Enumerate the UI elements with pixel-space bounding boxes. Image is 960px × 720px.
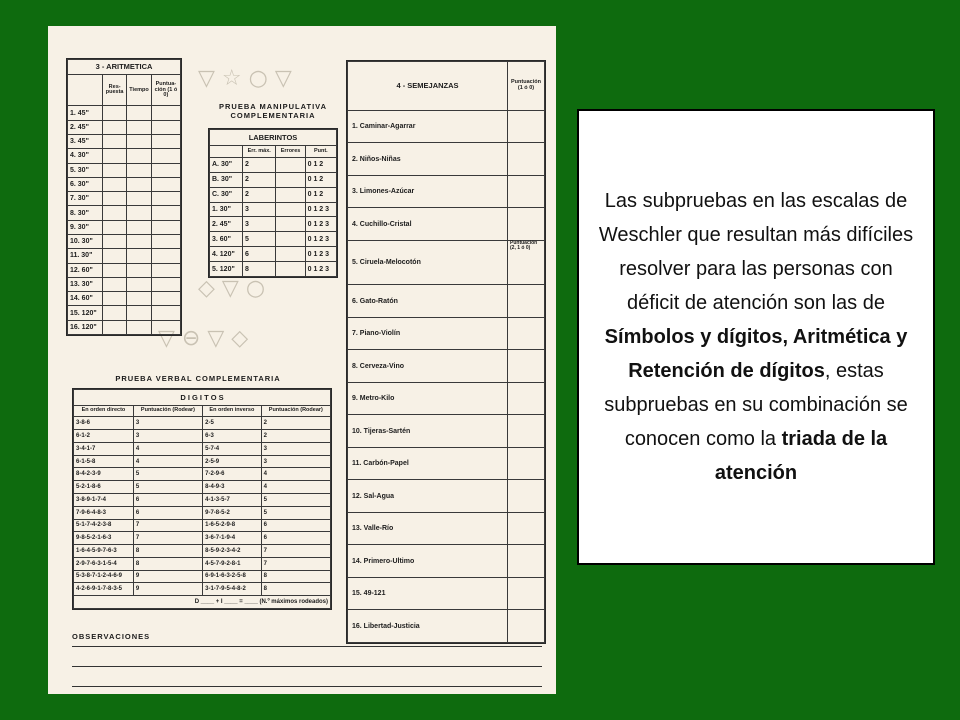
similarities-item: 15. 49-121 — [348, 577, 508, 610]
blank-cell — [127, 292, 151, 306]
digits-cell: 2-9-7-6-3-1-5-4 — [74, 557, 134, 570]
digits-cell: 9-7-8-5-2 — [203, 506, 262, 519]
digits-row — [74, 532, 331, 545]
mazes-row — [210, 187, 337, 202]
blank-cell — [151, 192, 180, 206]
digits-cell: 6 — [261, 519, 330, 532]
arithmetic-item: 1. 45" — [68, 106, 103, 120]
arithmetic-item: 8. 30" — [68, 206, 103, 220]
mazes-cell — [276, 232, 305, 247]
digits-cell: 6-1-5-8 — [74, 455, 134, 468]
digits-row — [74, 455, 331, 468]
digits-row — [74, 442, 331, 455]
similarities-item: 11. Carbón-Papel — [348, 447, 508, 480]
digits-row — [74, 417, 331, 430]
score-cell — [508, 577, 545, 610]
divider — [72, 666, 542, 667]
similarities-item: 9. Metro-Kilo — [348, 382, 508, 415]
digits-cell: 2-5-9 — [203, 455, 262, 468]
blank-cell — [151, 106, 180, 120]
digits-cell: 4-1-3-5-7 — [203, 493, 262, 506]
similarities-row — [348, 285, 545, 318]
similarities-row — [348, 480, 545, 513]
blank-cell — [151, 249, 180, 263]
mazes-cell: 3 — [242, 217, 276, 232]
digits-cell: 8-4-2-3-9 — [74, 468, 134, 481]
digits-cell: 5-2-1-8-6 — [74, 481, 134, 494]
similarities-row — [348, 447, 545, 480]
digits-cell: 2-5 — [203, 417, 262, 430]
digits-cell: 7 — [261, 557, 330, 570]
blank-cell — [103, 134, 127, 148]
arithmetic-row — [68, 306, 181, 320]
similarities-row — [348, 512, 545, 545]
blank-cell — [151, 206, 180, 220]
divider — [72, 686, 542, 687]
similarities-score-header: Puntuación (1 ó 0) — [508, 62, 545, 111]
digits-cell: 7 — [133, 532, 202, 545]
arithmetic-item: 16. 120" — [68, 320, 103, 334]
callout-bold-1: Símbolos y dígitos, Aritmética y Retención de dígitos — [604, 326, 908, 382]
digits-cell: 6-3 — [203, 430, 262, 443]
blank-cell — [103, 277, 127, 291]
arithmetic-row — [68, 320, 181, 334]
score-cell — [508, 208, 545, 241]
blank-cell — [127, 206, 151, 220]
mazes-cell: 2 — [242, 172, 276, 187]
callout-text-1: Las subpruebas en las escalas de Weschler que resultan más difíciles resolver para las personas con déficit de atención son las de — [598, 190, 914, 314]
blank-cell — [103, 206, 127, 220]
mazes-cell: B. 30" — [210, 172, 243, 187]
digits-header: Puntuación (Rodear) — [133, 405, 202, 417]
mazes-table — [208, 128, 338, 278]
arithmetic-item: 15. 120" — [68, 306, 103, 320]
digits-cell: 1-6-5-2-9-8 — [203, 519, 262, 532]
mazes-cell: 2. 45" — [210, 217, 243, 232]
arithmetic-item: 14. 60" — [68, 292, 103, 306]
digits-row — [74, 557, 331, 570]
similarities-row — [348, 175, 545, 208]
digits-row — [74, 468, 331, 481]
similarities-row — [348, 110, 545, 143]
digits-header: Puntuación (Rodear) — [261, 405, 330, 417]
similarities-row — [348, 577, 545, 610]
score-cell — [508, 480, 545, 513]
verbal-title: PRUEBA VERBAL COMPLEMENTARIA — [115, 374, 281, 383]
digits-row — [74, 570, 331, 583]
mazes-row — [210, 202, 337, 217]
blank-cell — [127, 120, 151, 134]
score-cell — [508, 447, 545, 480]
observations-label: OBSERVACIONES — [72, 632, 151, 641]
arithmetic-item: 2. 45" — [68, 120, 103, 134]
blank-cell — [127, 320, 151, 334]
mazes-cell: A. 30" — [210, 157, 243, 172]
blank-cell — [151, 277, 180, 291]
score-cell — [508, 382, 545, 415]
blank-cell — [127, 249, 151, 263]
blank-cell — [127, 163, 151, 177]
arithmetic-row — [68, 249, 181, 263]
digits-row — [74, 583, 331, 596]
digits-row — [74, 493, 331, 506]
similarities-item: 8. Cerveza-Vino — [348, 350, 508, 383]
digits-cell: 4-5-7-9-2-8-1 — [203, 557, 262, 570]
blank-cell — [103, 306, 127, 320]
mazes-cell — [276, 157, 305, 172]
score-cell — [508, 545, 545, 578]
digits-cell: 3 — [133, 417, 202, 430]
mazes-header: Errores — [276, 145, 305, 157]
similarities-row — [348, 415, 545, 448]
mazes-cell: 4. 120" — [210, 247, 243, 262]
mazes-cell: 1. 30" — [210, 202, 243, 217]
similarities-row — [348, 382, 545, 415]
arithmetic-row — [68, 292, 181, 306]
blank-cell — [151, 163, 180, 177]
arithmetic-item: 12. 60" — [68, 263, 103, 277]
digits-title: D I G I T O S — [74, 390, 331, 406]
digits-row — [74, 430, 331, 443]
digits-cell: 6-9-1-6-3-2-5-8 — [203, 570, 262, 583]
digits-cell: 5-3-8-7-1-2-4-6-9 — [74, 570, 134, 583]
score-cell — [508, 110, 545, 143]
blank-cell — [151, 292, 180, 306]
mazes-cell: 0 1 2 3 — [305, 217, 336, 232]
blank-cell — [151, 320, 180, 334]
mazes-cell: 0 1 2 — [305, 157, 336, 172]
mazes-cell: 5. 120" — [210, 262, 243, 277]
blank-cell — [151, 306, 180, 320]
similarities-item: 1. Caminar-Agarrar — [348, 110, 508, 143]
digits-cell: 5-7-4 — [203, 442, 262, 455]
arithmetic-row — [68, 149, 181, 163]
similarities-row — [348, 143, 545, 176]
similarities-row — [348, 610, 545, 643]
blank-cell — [127, 277, 151, 291]
mazes-header — [210, 145, 243, 157]
arithmetic-row — [68, 234, 181, 248]
mazes-cell: 0 1 2 — [305, 172, 336, 187]
score-cell — [508, 350, 545, 383]
arithmetic-item: 5. 30" — [68, 163, 103, 177]
blank-cell — [127, 306, 151, 320]
blank-cell — [127, 106, 151, 120]
blank-cell — [103, 149, 127, 163]
mazes-header: Punt. — [305, 145, 336, 157]
arithmetic-header: Puntua-ción (1 ó 0) — [151, 75, 180, 106]
blank-cell — [151, 234, 180, 248]
blank-cell — [151, 134, 180, 148]
blank-cell — [151, 263, 180, 277]
mazes-cell: C. 30" — [210, 187, 243, 202]
arithmetic-item: 7. 30" — [68, 192, 103, 206]
digits-cell: 4 — [261, 468, 330, 481]
mazes-cell — [276, 217, 305, 232]
blank-cell — [103, 320, 127, 334]
digits-cell: 2 — [261, 417, 330, 430]
digits-cell: 8 — [261, 570, 330, 583]
similarities-item: 7. Piano-Violín — [348, 317, 508, 350]
similarities-row — [348, 240, 545, 285]
callout-text-2: , estas subpruebas en su combinación se conocen como la — [604, 360, 908, 450]
arithmetic-table — [66, 58, 182, 336]
digits-cell: 7-9-6-4-8-3 — [74, 506, 134, 519]
arithmetic-header: Tiempo — [127, 75, 151, 106]
digits-cell: 8-4-9-3 — [203, 481, 262, 494]
mazes-cell: 0 1 2 3 — [305, 232, 336, 247]
arithmetic-row — [68, 177, 181, 191]
blank-cell — [103, 163, 127, 177]
blank-cell — [151, 220, 180, 234]
score-cell — [508, 512, 545, 545]
mazes-row — [210, 247, 337, 262]
score-cell — [508, 285, 545, 318]
divider — [72, 646, 542, 647]
blank-cell — [103, 220, 127, 234]
similarities-item: 13. Valle-Río — [348, 512, 508, 545]
digits-cell: 9 — [133, 570, 202, 583]
similarities-row — [348, 350, 545, 383]
blank-cell — [103, 249, 127, 263]
score-cell — [508, 317, 545, 350]
similarities-item: 4. Cuchillo-Cristal — [348, 208, 508, 241]
blank-cell — [151, 177, 180, 191]
score-cell — [508, 175, 545, 208]
digits-cell: 5-1-7-4-2-3-8 — [74, 519, 134, 532]
digits-cell: 9 — [133, 583, 202, 596]
arithmetic-header: Res-puesta — [103, 75, 127, 106]
arithmetic-row — [68, 206, 181, 220]
arithmetic-header — [68, 75, 103, 106]
digits-cell: 4 — [133, 455, 202, 468]
similarities-item: 14. Primero-Ultimo — [348, 545, 508, 578]
digits-cell: 6-1-2 — [74, 430, 134, 443]
mazes-cell — [276, 202, 305, 217]
digits-cell: 3 — [261, 455, 330, 468]
digits-cell: 6 — [261, 532, 330, 545]
mazes-row — [210, 157, 337, 172]
digits-table — [72, 388, 332, 610]
mazes-cell: 3 — [242, 202, 276, 217]
arithmetic-item: 4. 30" — [68, 149, 103, 163]
similarities-title: 4 - SEMEJANZAS — [348, 62, 508, 111]
arithmetic-row — [68, 192, 181, 206]
blank-cell — [103, 234, 127, 248]
mazes-header: Err. máx. — [242, 145, 276, 157]
arithmetic-row — [68, 106, 181, 120]
digits-cell: 9-8-5-2-1-6-3 — [74, 532, 134, 545]
blank-cell — [127, 192, 151, 206]
score-cell — [508, 610, 545, 643]
mazes-cell: 3. 60" — [210, 232, 243, 247]
arithmetic-item: 13. 30" — [68, 277, 103, 291]
digits-cell: 6 — [133, 506, 202, 519]
digits-cell: 4-2-6-9-1-7-8-3-5 — [74, 583, 134, 596]
digits-cell: 3-6-7-1-9-4 — [203, 532, 262, 545]
mazes-cell: 2 — [242, 157, 276, 172]
arithmetic-row — [68, 163, 181, 177]
similarities-row — [348, 317, 545, 350]
similarities-item: 10. Tijeras-Sartén — [348, 415, 508, 448]
blank-cell — [103, 263, 127, 277]
digits-cell: 2 — [261, 430, 330, 443]
digits-cell: 8 — [261, 583, 330, 596]
blank-cell — [127, 234, 151, 248]
digits-cell: 1-6-4-5-9-7-6-3 — [74, 545, 134, 558]
digits-cell: 3-8-9-1-7-4 — [74, 493, 134, 506]
similarities-score-header-2: Puntuación (2, 1 ó 0) — [508, 240, 545, 285]
mazes-cell — [276, 247, 305, 262]
arithmetic-row — [68, 263, 181, 277]
mazes-cell: 2 — [242, 187, 276, 202]
arithmetic-item: 11. 30" — [68, 249, 103, 263]
mazes-cell: 8 — [242, 262, 276, 277]
mazes-row — [210, 172, 337, 187]
similarities-item: 3. Limones-Azúcar — [348, 175, 508, 208]
digits-cell: 5 — [261, 493, 330, 506]
blank-cell — [127, 263, 151, 277]
digits-row — [74, 545, 331, 558]
digits-cell: 3-8-6 — [74, 417, 134, 430]
mazes-cell: 6 — [242, 247, 276, 262]
similarities-row — [348, 208, 545, 241]
arithmetic-item: 9. 30" — [68, 220, 103, 234]
digits-cell: 3 — [133, 430, 202, 443]
digits-cell: 3 — [261, 442, 330, 455]
blank-cell — [103, 192, 127, 206]
blank-cell — [103, 177, 127, 191]
digits-cell: 7 — [261, 545, 330, 558]
score-cell — [508, 143, 545, 176]
arithmetic-title: 3 - ARITMETICA — [68, 60, 181, 75]
arithmetic-item: 3. 45" — [68, 134, 103, 148]
mazes-cell: 5 — [242, 232, 276, 247]
test-form-scan: ▽ ☆ ○ ▽ ◇ ▽ ○ ▽ ⊖ ▽ ◇ 3 - ARITMETICA Res-puesta Tiempo Puntua-ción (1 ó 0) 1. 45" 2. 45" 3. 45" 4. 30" 5. 30" 6. 30" 7. 30" 8. 30" 9. 30" 10. 30" 11. 30" 12. 60" 13. 30" 14. 60" 15. 120" 16. 120" PRUEBA MANIPULATIVA COMPLEMENTARIA LABERINTOS Err. máx. Errores Punt. A. 30" 2 0 1 2 B. 30" 2 0 1 2 C. 30" 2 0 1 2 1. 30" 3 0 1 2 3 2. 45" 3 0 1 2 3 3. 60" 5 0 1 2 3 4. 120" 6 0 1 2 3 5. 120" 8 0 1 2 3 4 - SEMEJANZAS Puntuación (1 ó 0) 1. Caminar-Agarrar 2. Niños-Niñas 3. Limones-Azúcar 4. Cuchillo-Cristal 5. Ciruela-Melocotón Puntuación (2, 1 ó 0) 6. Gato-Ratón 7. Piano-Violín 8. Cerveza-Vino 9. Metro-Kilo 10. Tijeras-Sartén 11. Carbón-Papel 12. Sal-Agua 13. Valle-Río 14. Primero-Ultimo 15. 49-121 16. Libertad-Justicia PRUEBA VERBAL COMPLEMENTARIA D I G I T O S En orden directo Puntuación (Rodear) En orden inverso Puntuación (Rodear) 3-8-6 3 2-5 2 6-1-2 3 6-3 2 3-4-1-7 4 5-7-4 3 6-1-5-8 4 2-5-9 3 8-4-2-3-9 5 7-2-9-6 4 5-2-1-8-6 5 8-4-9-3 4 3-8-9-1-7-4 6 4-1-3-5-7 5 7-9-6-4-8-3 6 9-7-8-5-2 5 5-1-7-4-2-3-8 7 1-6-5-2-9-8 6 9-8-5-2-1-6-3 7 3-6-7-1-9-4 6 1-6-4-5-9-7-6-3 8 8-5-9-2-3-4-2 7 2-9-7-6-3-1-5-4 8 4-5-7-9-2-8-1 7 5-3-8-7-1-2-4-6-9 9 6-9-1-6-3-2-5-8 8 4-2-6-9-1-7-8-3-5 9 3-1-7-9-5-4-8-2 8 D ____ + I ____ = ____ (N.º máximos rodeados) OBSERVACIONES — [48, 26, 556, 694]
arithmetic-item: 6. 30" — [68, 177, 103, 191]
blank-cell — [103, 120, 127, 134]
blank-cell — [127, 149, 151, 163]
callout-box — [577, 109, 935, 565]
arithmetic-row — [68, 277, 181, 291]
digits-cell: 5 — [261, 506, 330, 519]
digits-cell: 7 — [133, 519, 202, 532]
digits-cell: 4 — [261, 481, 330, 494]
digits-header: En orden inverso — [203, 405, 262, 417]
blank-cell — [127, 177, 151, 191]
blank-cell — [103, 106, 127, 120]
similarities-item: 2. Niños-Niñas — [348, 143, 508, 176]
score-cell — [508, 415, 545, 448]
mazes-row — [210, 262, 337, 277]
blank-cell — [127, 134, 151, 148]
arithmetic-item: 10. 30" — [68, 234, 103, 248]
mazes-title: LABERINTOS — [210, 130, 337, 146]
similarities-row — [348, 545, 545, 578]
digits-cell: 7-2-9-6 — [203, 468, 262, 481]
mazes-cell: 0 1 2 3 — [305, 262, 336, 277]
mazes-cell: 0 1 2 3 — [305, 202, 336, 217]
similarities-item: 5. Ciruela-Melocotón — [348, 240, 508, 285]
similarities-table — [346, 60, 546, 644]
digits-cell: 5 — [133, 468, 202, 481]
digits-cell: 5 — [133, 481, 202, 494]
digits-row — [74, 481, 331, 494]
mazes-cell: 0 1 2 3 — [305, 247, 336, 262]
digits-cell: 8 — [133, 557, 202, 570]
blank-cell — [127, 220, 151, 234]
mazes-cell: 0 1 2 — [305, 187, 336, 202]
mazes-row — [210, 217, 337, 232]
arithmetic-row — [68, 134, 181, 148]
digits-cell: 3-1-7-9-5-4-8-2 — [203, 583, 262, 596]
digits-footer: D ____ + I ____ = ____ (N.º máximos rodeados) — [74, 596, 331, 609]
callout-bold-2: triada de la atención — [714, 428, 888, 484]
callout-text — [579, 184, 933, 490]
mazes-cell — [276, 187, 305, 202]
mazes-cell — [276, 262, 305, 277]
digits-cell: 4 — [133, 442, 202, 455]
similarities-item: 16. Libertad-Justicia — [348, 610, 508, 643]
blank-cell — [151, 120, 180, 134]
digits-cell: 6 — [133, 493, 202, 506]
digits-cell: 8-5-9-2-3-4-2 — [203, 545, 262, 558]
manipulative-title: PRUEBA MANIPULATIVA COMPLEMENTARIA — [218, 102, 328, 120]
arithmetic-row — [68, 220, 181, 234]
blank-cell — [151, 149, 180, 163]
similarities-item: 12. Sal-Agua — [348, 480, 508, 513]
digits-cell: 8 — [133, 545, 202, 558]
blank-cell — [103, 292, 127, 306]
similarities-item: 6. Gato-Ratón — [348, 285, 508, 318]
digits-row — [74, 519, 331, 532]
mazes-row — [210, 232, 337, 247]
digits-row — [74, 506, 331, 519]
digits-cell: 3-4-1-7 — [74, 442, 134, 455]
arithmetic-row — [68, 120, 181, 134]
digits-header: En orden directo — [74, 405, 134, 417]
mazes-cell — [276, 172, 305, 187]
